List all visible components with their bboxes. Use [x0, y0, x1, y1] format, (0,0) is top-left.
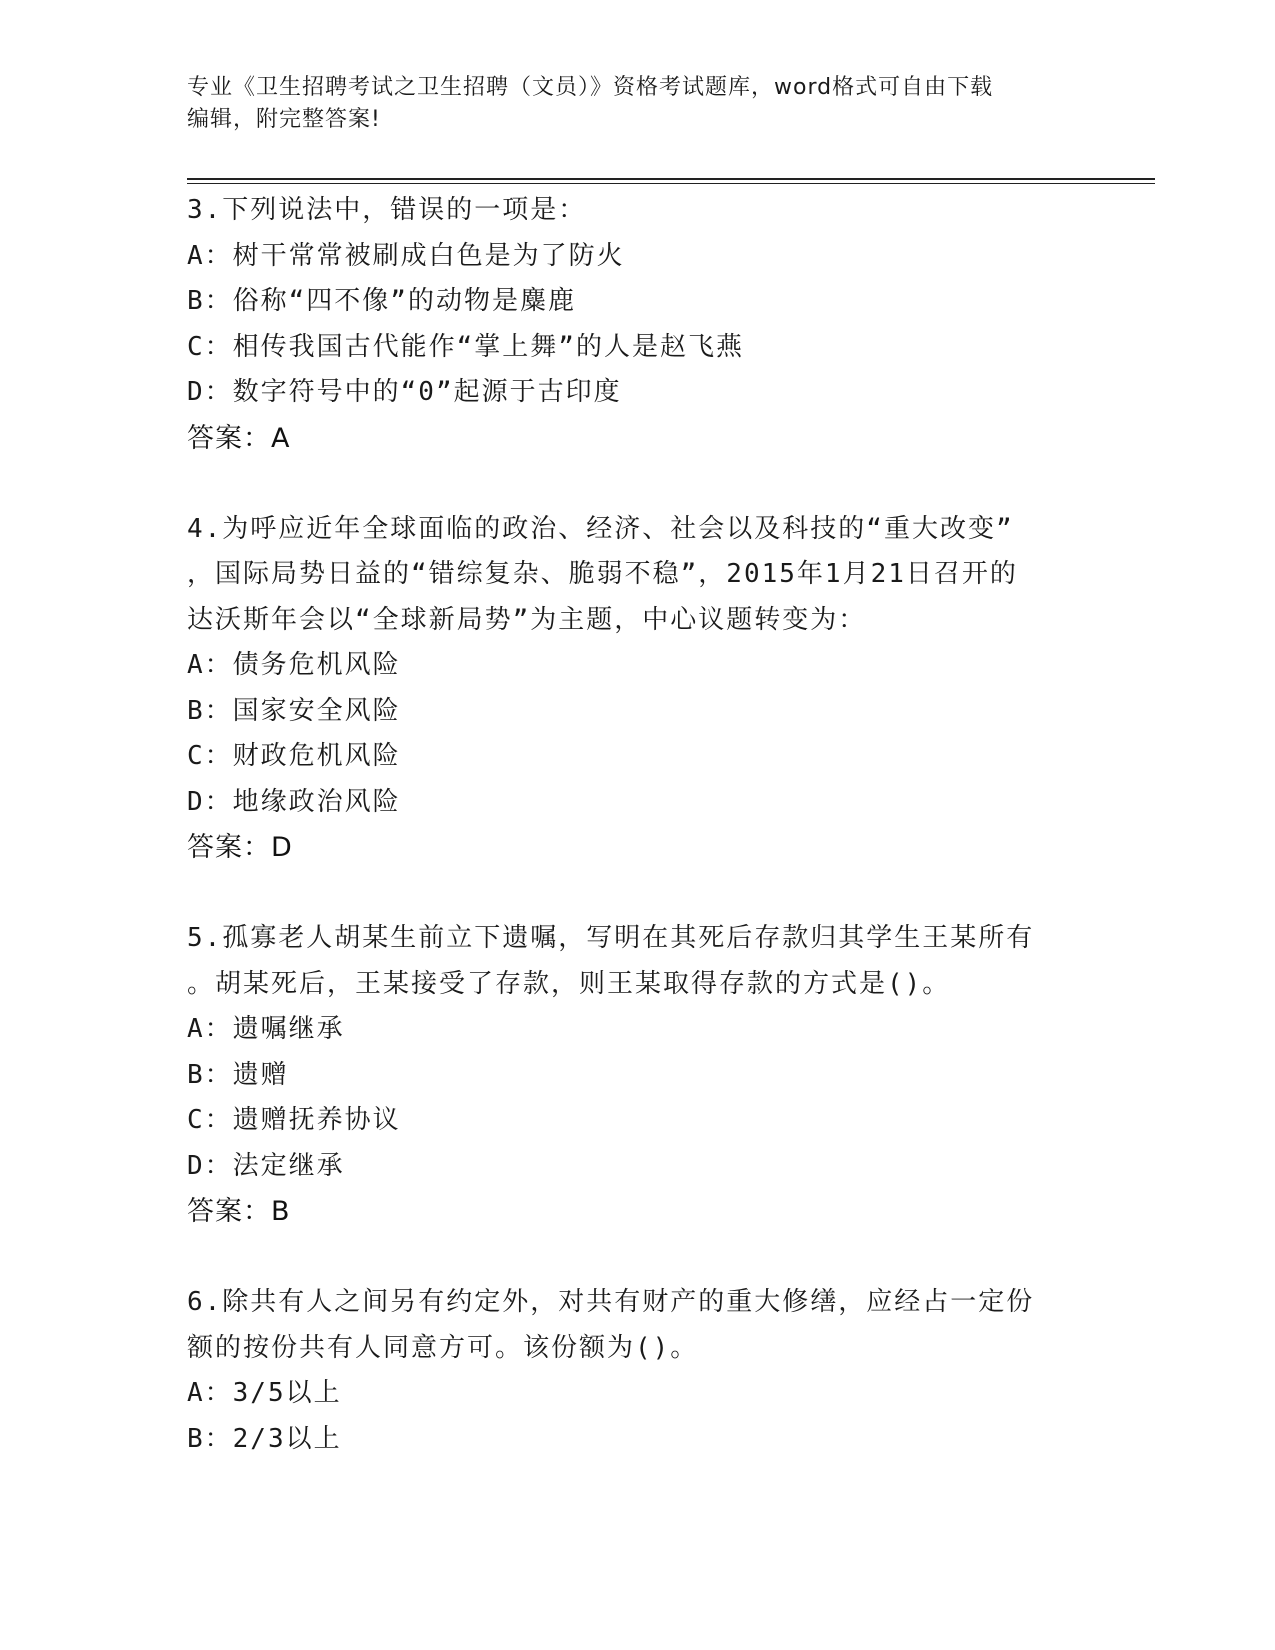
- option-c: C：遗赠抚养协议: [187, 1105, 401, 1135]
- header-rule-thin: [187, 183, 1155, 184]
- question-text: 。胡某死后，王某接受了存款，则王某取得存款的方式是()。: [187, 968, 951, 999]
- option-b: B：国家安全风险: [187, 695, 401, 726]
- answer: 答案：A: [187, 422, 291, 454]
- header-rule-thick: [187, 178, 1155, 180]
- question-list: [187, 188, 1087, 1462]
- option-b: B：俗称“四不像”的动物是麋鹿: [187, 286, 576, 316]
- option-d: D：地缘政治风险: [187, 786, 401, 817]
- document-header: [187, 72, 1067, 136]
- header-line-2: 编辑，附完整答案!: [187, 107, 381, 132]
- question-text: 4.为呼应近年全球面临的政治、经济、社会以及科技的“重大改变”: [187, 513, 1014, 544]
- option-b: B：2/3以上: [187, 1423, 342, 1454]
- question-text: 6.除共有人之间另有约定外，对共有财产的重大修缮，应经占一定份: [187, 1287, 1035, 1317]
- option-d: D：数字符号中的“0”起源于古印度: [187, 377, 622, 407]
- answer: 答案：D: [187, 832, 293, 863]
- question-text: 达沃斯年会以“全球新局势”为主题，中心议题转变为：: [187, 604, 867, 635]
- option-d: D：法定继承: [187, 1150, 345, 1181]
- answer: 答案：B: [187, 1196, 291, 1227]
- header-line-1: 专业《卫生招聘考试之卫生招聘（文员）》资格考试题库，word格式可自由下载: [187, 75, 994, 100]
- option-c: C：财政危机风险: [187, 741, 401, 771]
- option-a: A：债务危机风险: [187, 650, 401, 680]
- question-text: 3.下列说法中，错误的一项是：: [187, 195, 587, 225]
- question-6: [187, 1280, 1087, 1462]
- question-text: 额的按份共有人同意方可。该份额为()。: [187, 1332, 699, 1363]
- question-4: [187, 507, 1087, 871]
- option-c: C：相传我国古代能作“掌上舞”的人是赵飞燕: [187, 331, 744, 362]
- question-3: [187, 188, 1087, 461]
- question-text: 5.孤寡老人胡某生前立下遗嘱，写明在其死后存款归其学生王某所有: [187, 923, 1035, 953]
- option-b: B：遗赠: [187, 1059, 289, 1090]
- option-a: A：3/5以上: [187, 1378, 342, 1408]
- option-a: A：树干常常被刷成白色是为了防火: [187, 240, 625, 271]
- question-text: ，国际局势日益的“错综复杂、脆弱不稳”，2015年1月21日召开的: [187, 559, 1018, 589]
- option-a: A：遗嘱继承: [187, 1014, 345, 1044]
- question-5: [187, 916, 1087, 1234]
